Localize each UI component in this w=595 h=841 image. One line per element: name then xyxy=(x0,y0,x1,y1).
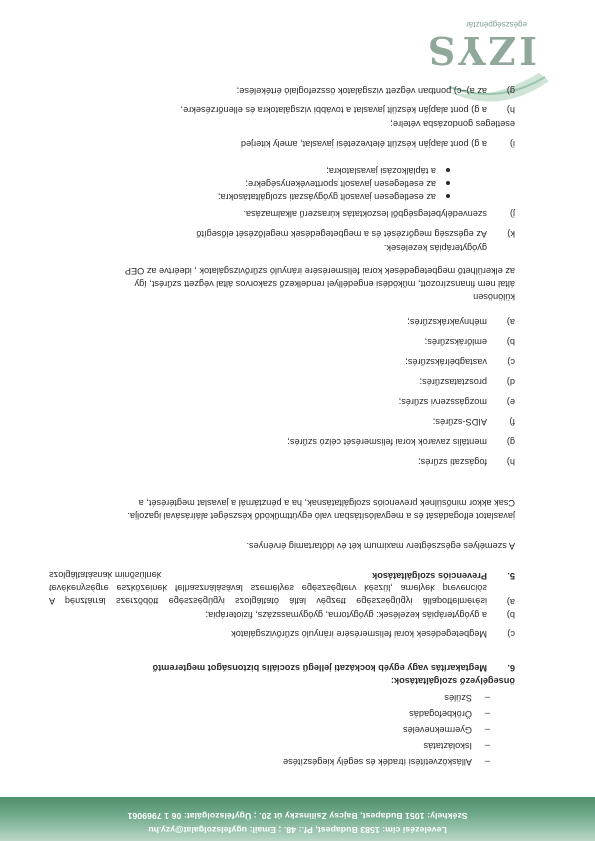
item-text: az a)–c) pontban végzett vizsgálatok összefoglaló értékelése; xyxy=(236,86,487,96)
item-i xyxy=(240,139,515,149)
bullet-item: az esetlegesen javasolt sporttevékenységekre; xyxy=(246,179,451,189)
item-text: Az egészség megőrzését és a megbetegedések megelőzését elősegítő xyxy=(196,229,487,239)
item-label: i) xyxy=(509,139,515,149)
oep-paragraph-line: az elkerülhető megbetegedések korai felismerésére irányuló szűrővizsgálatok , ideértve az OEP xyxy=(124,266,515,276)
item-g xyxy=(236,86,515,96)
screening-item-b: b) emlőrákszűrés; xyxy=(424,337,515,347)
prevention-note-line: javaslatot elfogadását és a megvalósításban való együttműködő készséget aláírásával igazolja. xyxy=(127,511,515,521)
item-k-continuation: gyógyterápiás kezelések. xyxy=(383,243,487,253)
section-title: Megtakarítás vagy egyéb kockázati jellegű szociális biztonságot megteremtő xyxy=(152,663,487,673)
item-label: g) xyxy=(506,86,515,96)
screening-item-a: a) méhnyakrákszűrés; xyxy=(407,317,515,327)
footer-headquarters: Székhely: 1051 Budapest, Bajcsy Zsilinszky út 20. ; Ügyfélszolgálat: 06 1 7969061 xyxy=(127,811,468,821)
item-text: a g) pont alapján készült életvezetési javaslat, amely kiterjed xyxy=(240,139,487,149)
section-6-heading xyxy=(152,663,515,673)
section-5-item-c: c) Megbetegedések korai felismerésére irányuló szűrővizsgálatok xyxy=(231,629,515,639)
item-text: szenvedélybetegségből leszoktatás kúraszerű alkalmazása. xyxy=(243,209,487,219)
logo-tagline: egészségpénztár xyxy=(466,20,527,29)
oep-paragraph-line: különösen xyxy=(473,292,515,302)
screening-item-f: f) AIDS-szűrés; xyxy=(432,417,515,427)
section-number: 5. xyxy=(507,571,515,581)
benefit-list-item: – Iskoláztatás xyxy=(423,741,490,751)
item-label: a) xyxy=(506,597,515,607)
section-5-item-a xyxy=(49,568,515,607)
footer-address: Levelezési cím: 1583 Budapest, Pf.: 48. ; Email: ugyfelszolgalat@yzy.hu xyxy=(148,825,447,835)
section-5-item-b: b) a gyógyterápiás kezelések: gyógytorna, gyógymasszázs, fizioterápia; xyxy=(205,610,515,620)
screening-item-h: h) fogászati szűrés; xyxy=(418,457,515,467)
section-title: Prevenciós szolgáltatások xyxy=(372,571,487,581)
item-text: A pénztárral szerződött egészségügyi szolgáltató által végzett egészségügyi állapotfelmérési tevékenységre eszközeinek felhasználásával személyes egészségterv készül, amelyek prevenciós szolgáltatásnak minősülnek xyxy=(49,570,487,606)
section-6-subtitle: önsegélyező szolgáltatások: xyxy=(390,676,515,686)
oep-paragraph-line: által nem finanszírozott, működési engedéllyel rendelkező szakorvos által végzett szűrést, így xyxy=(134,279,515,289)
prevention-note-line: Csak akkor minősülnek prevenciós szolgáltatásnak, ha a pénztárnál a javaslat megtérését, a xyxy=(138,498,515,508)
item-h-continuation: esetleges gondozásba vételre; xyxy=(390,119,515,129)
bullet-item: az esetlegesen javasolt gyógyászati szolgáltatásokra; xyxy=(218,192,450,202)
section-number: 6. xyxy=(507,663,515,673)
item-label: j) xyxy=(509,209,515,219)
health-plan-note: A személyes egészségterv maximum két év időtartamig érvényes. xyxy=(246,541,515,551)
item-text: a g) pont alapján készült javaslat a további vizsgálatokra és ellenőrzésekre, xyxy=(180,105,487,115)
benefit-list-item: – Örökbefogadás xyxy=(409,709,490,719)
screening-item-c: c) vastagbélrákszűrés; xyxy=(405,357,515,367)
benefit-list-item: – Szülés xyxy=(444,693,490,703)
item-h xyxy=(180,105,515,115)
bullet-icon xyxy=(446,181,450,185)
screening-item-e: e) mozgásszervi szűrés; xyxy=(398,397,515,407)
logo-wordmark: IZYS xyxy=(424,28,537,73)
benefit-list-item: – Gyermeknevelés xyxy=(403,725,490,735)
benefit-list-item: – Allásközvetítési ítradék és segély kiegészítése xyxy=(283,757,490,767)
item-j xyxy=(243,209,515,219)
bullet-icon xyxy=(446,168,450,172)
screening-item-g: g) mentális zavarok korai felismerését célzó szűrés; xyxy=(287,437,515,447)
item-label: h) xyxy=(506,105,515,115)
bullet-icon xyxy=(446,194,450,198)
bullet-item: a táplálkozási javaslatokra; xyxy=(326,166,450,176)
screening-item-d: d) prosztataszűrés; xyxy=(419,377,515,387)
item-k xyxy=(196,229,515,239)
item-label: k) xyxy=(507,229,515,239)
